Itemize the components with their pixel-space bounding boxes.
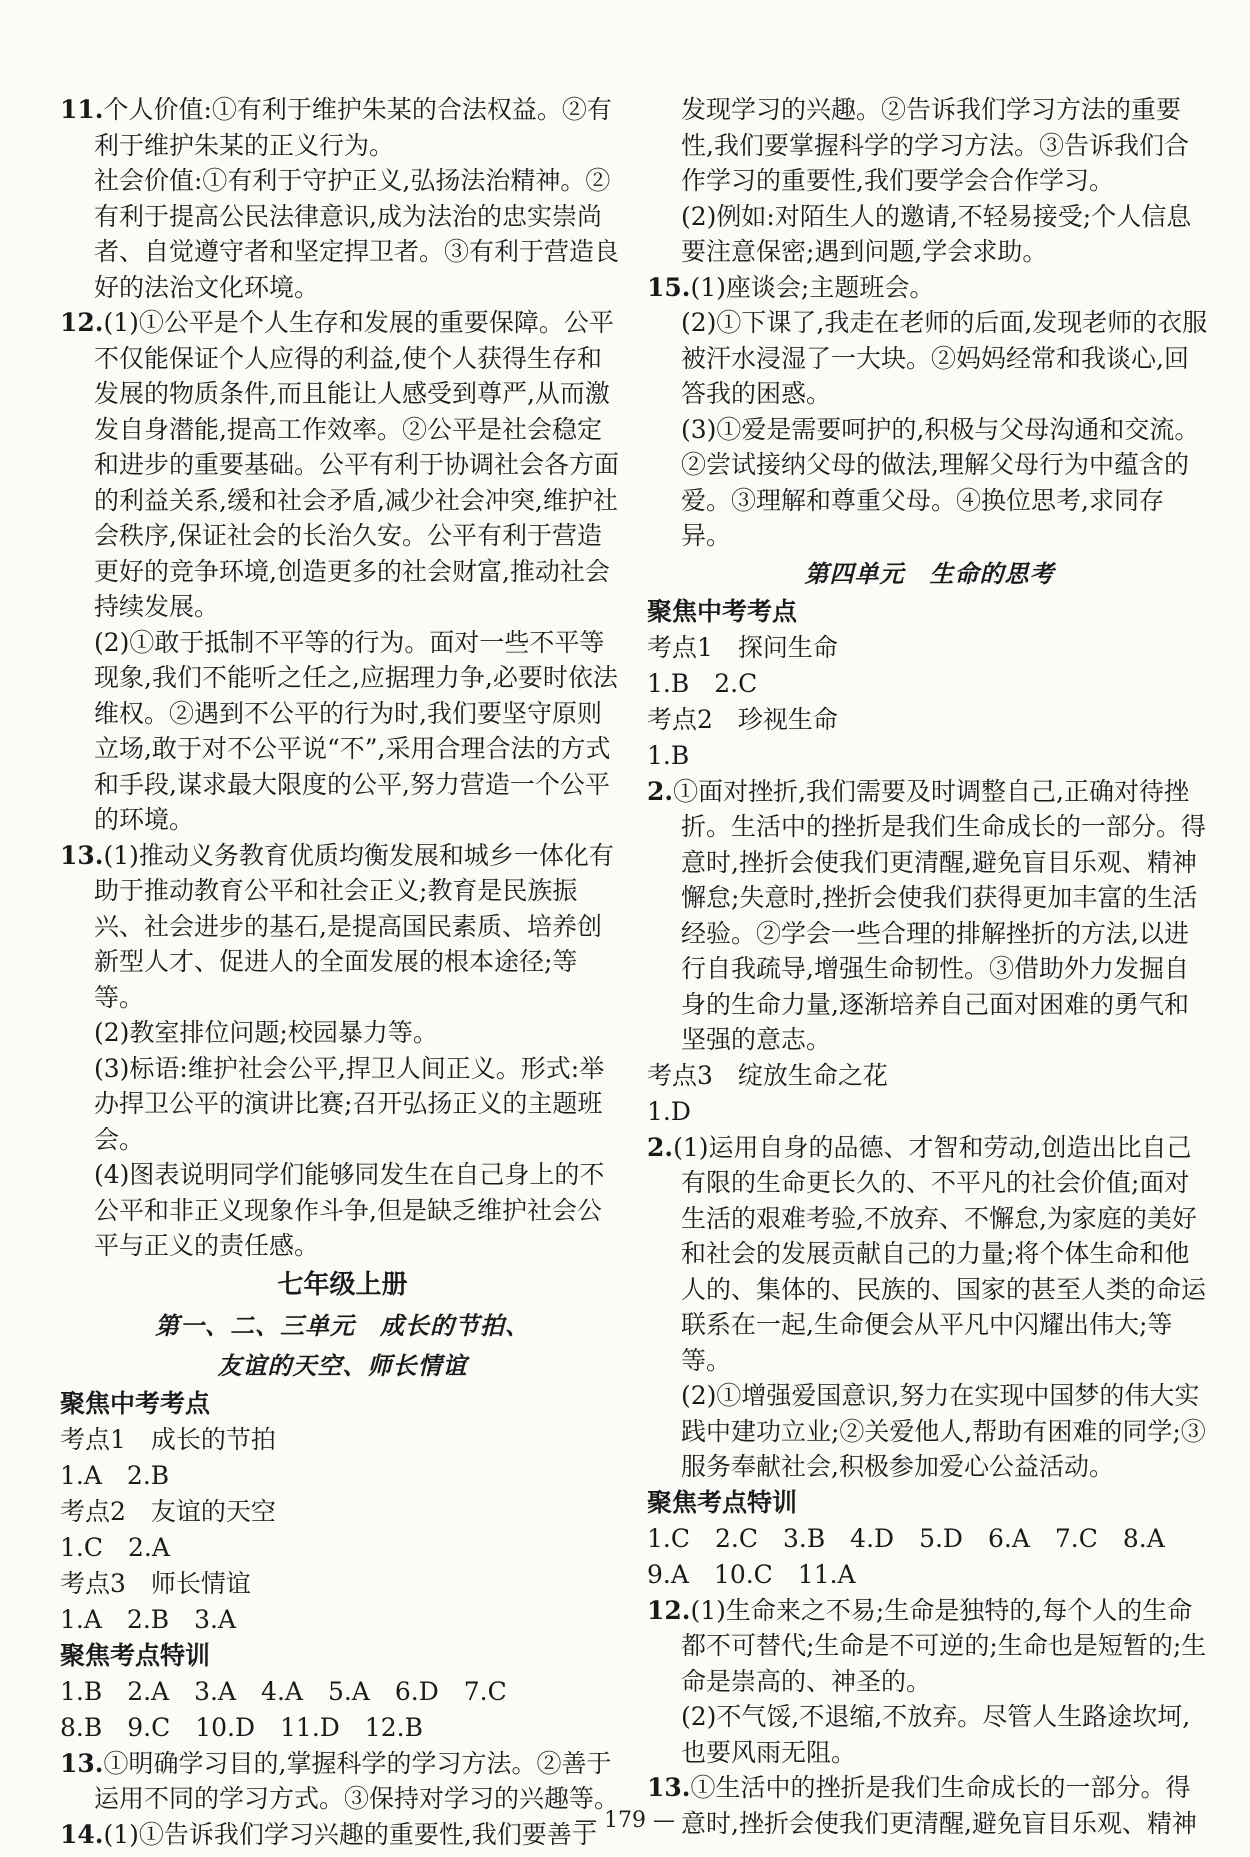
answer-text: (4)图表说明同学们能够同发生在自己身上的不公平和非正义现象作斗争,但是缺乏维护社会公平与正义的责任感。 xyxy=(94,1160,605,1260)
answer-text: (1)①公平是个人生存和发展的重要保障。公平不仅能保证个人应得的利益,使个人获得生存和发展的物质条件,而且能让人感受到尊严,从而激发自身潜能,提高工作效率。②公平是社会稳定和进步的重要基础。公平有利于协调社会各方面的利益关系,缓和社会矛盾,减少社会冲突,维护社会秩序,保证社会的长治久安。公平有利于营造更好的竞争环境,创造更多的社会财富,推动社会持续发展。 xyxy=(94,308,620,621)
page-number: — 179 — xyxy=(575,1808,675,1833)
answer-line: 1.C 2.C 3.B 4.D 5.D 6.A 7.C 8.A xyxy=(647,1523,1165,1553)
answer-text: (2)例如:对陌生人的邀请,不轻易接受;个人信息要注意保密;遇到问题,学会求助。 xyxy=(681,201,1192,266)
answer-text: (1)生命来之不易;生命是独特的,每个人的生命都不可替代;生命是不可逆的;生命也是短暂的;生命是崇高的、神圣的。 xyxy=(681,1595,1207,1696)
answer-text: (1)座谈会;主题班会。 xyxy=(690,272,935,302)
question-2 xyxy=(647,1130,1212,1379)
key-point-heading: 考点3 绽放生命之花 xyxy=(647,1060,888,1090)
question-number: 15. xyxy=(647,272,691,302)
answer-line: 1.A 2.B 3.A xyxy=(60,1604,237,1634)
question-number: 2. xyxy=(647,1132,674,1162)
section-heading: 聚焦考点特训 xyxy=(647,1487,798,1517)
question-13b xyxy=(60,1746,625,1817)
answer-line: 1.C 2.A xyxy=(60,1532,170,1562)
key-point-heading: 考点3 师长情谊 xyxy=(60,1568,251,1598)
question-12 xyxy=(60,305,625,625)
right-column xyxy=(647,92,1212,1841)
question-2 xyxy=(647,774,1212,1058)
section-heading: 聚焦考点特训 xyxy=(60,1640,211,1670)
answer-text: (1)运用自身的品德、才智和劳动,创造出比自己有限的生命更长久的、不平凡的社会价值;面对生活的艰难考验,不放弃、不懈怠,为家庭的美好和社会的发展贡献自己的力量;将个体生命和他人的、集体的、民族的、国家的甚至人类的命运联系在一起,生命便会从平凡中闪耀出伟大;等等。 xyxy=(673,1132,1207,1375)
question-15 xyxy=(647,270,1212,306)
answer-text: ①明确学习目的,掌握科学的学习方法。②善于运用不同的学习方式。③保持对学习的兴趣等。 xyxy=(94,1748,620,1813)
answer-line: 1.D xyxy=(647,1096,691,1126)
question-number: 12. xyxy=(647,1595,691,1625)
answer-text: (2)①敢于抵制不平等的行为。面对一些不平等现象,我们不能听之任之,应据理力争,必要时依法维权。②遇到不公平的行为时,我们要坚守原则立场,敢于对不公平说“不”,采用合理合法的方式和手段,谋求最大限度的公平,努力营造一个公平的环境。 xyxy=(94,627,618,834)
unit-title-line-1: 第一、二、三单元 成长的节拍、 xyxy=(155,1310,530,1340)
section-heading: 聚焦中考考点 xyxy=(60,1388,211,1418)
unit-title-line-2: 友谊的天空、师长情谊 xyxy=(217,1350,468,1380)
answer-text: ①生活中的挫折是我们生命成长的一部分。得意时,挫折会使我们更清醒,避免盲目乐观、精神 xyxy=(681,1773,1197,1838)
unit-title: 第四单元 生命的思考 xyxy=(804,558,1055,588)
answer-line: 1.B 2.C xyxy=(647,668,758,698)
answer-line: 1.B xyxy=(647,740,690,770)
answer-text: (2)①下课了,我走在老师的后面,发现老师的衣服被汗水浸湿了一大块。②妈妈经常和我谈心,回答我的困惑。 xyxy=(681,308,1208,408)
question-number: 13. xyxy=(647,1773,691,1802)
key-point-heading: 考点2 珍视生命 xyxy=(647,704,838,734)
section-heading: 聚焦中考考点 xyxy=(647,596,798,626)
answer-line: 1.A 2.B xyxy=(60,1460,170,1490)
answer-text: (1)①告诉我们学习兴趣的重要性,我们要善于 xyxy=(103,1819,597,1849)
answer-text: 发现学习的兴趣。②告诉我们学习方法的重要性,我们要掌握科学的学习方法。③告诉我们合作学习的重要性,我们要学会合作学习。 xyxy=(681,95,1189,195)
question-number: 13. xyxy=(60,1748,104,1778)
question-11 xyxy=(60,92,625,163)
question-12 xyxy=(647,1593,1212,1700)
answer-text: (3)①爱是需要呵护的,积极与父母沟通和交流。②尝试接纳父母的做法,理解父母行为中蕴含的爱。③理解和尊重父母。④换位思考,求同存异。 xyxy=(681,414,1200,550)
answer-line: 9.A 10.C 11.A xyxy=(647,1559,856,1589)
answer-text: 个人价值:①有利于维护朱某的合法权益。②有利于维护朱某的正义行为。 xyxy=(94,95,612,160)
answer-text: (2)①增强爱国意识,努力在实现中国梦的伟大实践中建功立业;②关爱他人,帮助有困难的同学;③服务奉献社会,积极参加爱心公益活动。 xyxy=(681,1381,1206,1481)
answer-text: 社会价值:①有利于守护正义,弘扬法治精神。②有利于提高公民法律意识,成为法治的忠实崇尚者、自觉遵守者和坚定捍卫者。③有利于营造良好的法治文化环境。 xyxy=(94,166,620,302)
answer-text: ①面对挫折,我们需要及时调整自己,正确对待挫折。生活中的挫折是我们生命成长的一部分。得意时,挫折会使我们更清醒,避免盲目乐观、精神懈怠;失意时,挫折会使我们获得更加丰富的生活经验。②学会一些合理的排解挫折的方法,以进行自我疏导,增强生命韧性。③借助外力发掘自身的生命力量,逐渐培养自己面对困难的勇气和坚强的意志。 xyxy=(673,776,1207,1054)
question-13 xyxy=(60,838,625,1016)
answer-text: (3)标语:维护社会公平,捍卫人间正义。形式:举办捍卫公平的演讲比赛;召开弘扬正义的主题班会。 xyxy=(94,1053,605,1154)
left-column xyxy=(60,92,625,1852)
question-number: 12. xyxy=(60,308,104,337)
answer-line: 8.B 9.C 10.D 11.D 12.B xyxy=(60,1712,423,1742)
answer-line: 1.B 2.A 3.A 4.A 5.A 6.D 7.C xyxy=(60,1676,507,1706)
key-point-heading: 考点2 友谊的天空 xyxy=(60,1496,276,1526)
answer-text: (1)推动义务教育优质均衡发展和城乡一体化有助于推动教育公平和社会正义;教育是民族振兴、社会进步的基石,是提高国民素质、培养创新型人才、促进人的全面发展的根本途径;等等。 xyxy=(94,840,614,1012)
question-number: 13. xyxy=(60,840,104,870)
question-number: 2. xyxy=(647,776,674,806)
question-number: 11. xyxy=(60,95,104,124)
question-number: 14. xyxy=(60,1819,104,1849)
grade-title: 七年级上册 xyxy=(277,1269,408,1300)
key-point-heading: 考点1 成长的节拍 xyxy=(60,1424,276,1454)
key-point-heading: 考点1 探问生命 xyxy=(647,632,838,662)
answer-text: (2)不气馁,不退缩,不放弃。尽管人生路途坎坷,也要风雨无阻。 xyxy=(681,1702,1191,1767)
answer-text: (2)教室排位问题;校园暴力等。 xyxy=(94,1018,438,1047)
